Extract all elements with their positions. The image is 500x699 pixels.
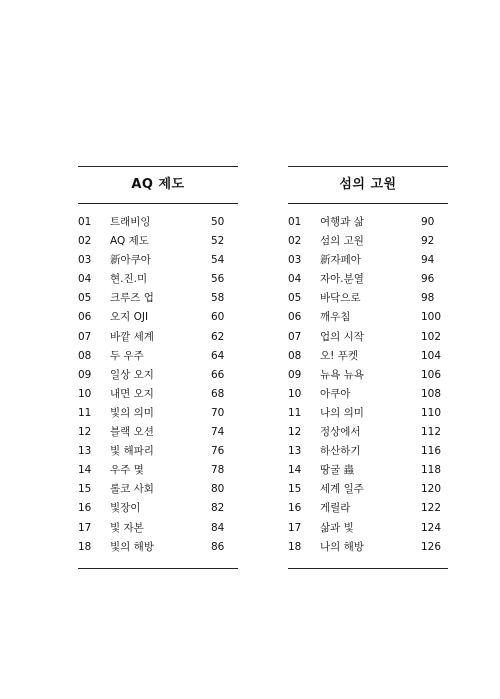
section-title: 섬의 고원 [339,177,397,192]
toc-entry [288,232,448,251]
toc-entry [78,366,238,385]
entry-title: 나의 해방 [320,540,364,553]
entry-title: 삶과 빛 [320,521,354,534]
entry-page-number: 94 [421,254,435,267]
entry-page-number: 60 [211,311,225,324]
toc-entry [288,385,448,404]
entry-page-number: 90 [421,216,435,228]
entry-number: 15 [288,483,302,496]
entry-number: 08 [288,349,302,362]
entry-page-number: 78 [211,464,225,477]
entry-title: 바깥 세계 [110,330,154,343]
entry-page-number: 96 [421,273,435,286]
entry-number: 07 [288,330,302,343]
entry-page-number: 68 [211,387,225,400]
entry-number: 18 [78,540,92,553]
toc-section-right [288,166,448,569]
entry-number: 12 [288,426,302,439]
entry-page-number: 76 [211,445,225,458]
entry-title: 정상에서 [320,426,361,439]
toc-entry [288,347,448,366]
toc-entry [78,308,238,327]
toc-entry [288,538,448,557]
entry-number: 16 [78,502,92,515]
entry-title: 자아.분열 [320,273,364,286]
entry-page-number: 118 [421,464,442,477]
toc-entry [78,232,238,251]
entry-title: 오! 푸켓 [320,349,358,362]
entry-title: 깨우침 [320,311,351,324]
toc-entry [288,289,448,308]
entry-number: 06 [78,311,92,324]
entry-title: AQ 제도 [110,235,149,248]
entry-title: 빛의 해방 [110,540,154,553]
toc-entry [78,289,238,308]
entry-number: 04 [288,273,302,286]
entry-number: 11 [78,406,92,419]
entry-title: 업의 시작 [320,330,364,343]
entry-page-number: 110 [421,406,442,419]
entry-number: 08 [78,349,92,362]
entry-title: 빛장이 [110,502,141,515]
toc-entry-list [78,204,238,557]
entry-page-number: 62 [211,330,225,343]
entry-number: 17 [78,521,92,534]
toc-entry [78,423,238,442]
entry-page-number: 70 [211,406,225,419]
divider-bottom [78,568,238,569]
toc-section-left [78,166,238,569]
toc-entry [288,519,448,538]
entry-title: 트래비잉 [110,216,151,228]
entry-page-number: 64 [211,349,225,362]
entry-title: 바닥으로 [320,292,361,305]
toc-entry [288,366,448,385]
entry-title: 오지 OJI [110,311,149,324]
entry-number: 02 [78,235,92,248]
entry-page-number: 82 [211,502,225,515]
toc-entry [78,538,238,557]
entry-number: 15 [78,483,92,496]
entry-page-number: 112 [421,426,442,439]
entry-page-number: 84 [211,521,225,534]
entry-number: 16 [288,502,302,515]
entry-page-number: 106 [421,368,442,381]
entry-page-number: 126 [421,540,442,553]
toc-entry [78,347,238,366]
entry-number: 18 [288,540,302,553]
entry-number: 02 [288,235,302,248]
toc-entry [78,251,238,270]
entry-title: 나의 의미 [320,406,364,419]
entry-page-number: 56 [211,273,225,286]
toc-entry-list [288,204,448,557]
entry-title: 롤코 사회 [110,483,154,496]
toc-entry [288,480,448,499]
divider-bottom [288,568,448,569]
entry-number: 03 [288,254,302,267]
entry-number: 04 [78,273,92,286]
entry-page-number: 58 [211,292,225,305]
entry-number: 01 [78,216,92,228]
entry-title: 여행과 삶 [320,216,364,228]
entry-number: 09 [78,368,92,381]
entry-number: 03 [78,254,92,267]
entry-page-number: 116 [421,445,442,458]
entry-title: 땅굴 蟲 [320,464,355,477]
entry-page-number: 66 [211,368,225,381]
entry-number: 09 [288,368,302,381]
entry-page-number: 52 [211,235,225,248]
entry-number: 10 [78,387,92,400]
entry-title: 섬의 고원 [320,235,364,248]
entry-page-number: 124 [421,521,442,534]
entry-page-number: 54 [211,254,225,267]
entry-page-number: 50 [211,216,225,228]
toc-entry [288,499,448,518]
entry-number: 17 [288,521,302,534]
entry-number: 14 [78,464,92,477]
entry-number: 01 [288,216,302,228]
toc-entry [288,328,448,347]
entry-title: 新자페아 [320,254,361,267]
entry-title: 두 우주 [110,349,144,362]
entry-page-number: 74 [211,426,225,439]
entry-number: 13 [78,445,92,458]
entry-title: 현.진.미 [110,273,148,286]
toc-entry [288,442,448,461]
entry-page-number: 80 [211,483,225,496]
toc-entry [78,385,238,404]
toc-entry [288,270,448,289]
entry-page-number: 104 [421,349,442,362]
toc-entry [78,519,238,538]
entry-title: 빛 해파리 [110,445,154,458]
entry-number: 06 [288,311,302,324]
entry-title: 新아쿠아 [110,254,151,267]
toc-entry [288,213,448,232]
entry-number: 11 [288,406,302,419]
toc-entry [288,423,448,442]
entry-title: 세계 일주 [320,483,364,496]
toc-entry [78,213,238,232]
entry-title: 블랙 오션 [110,426,154,439]
entry-page-number: 122 [421,502,442,515]
entry-page-number: 92 [421,235,435,248]
toc-entry [288,308,448,327]
entry-number: 05 [288,292,302,305]
entry-number: 10 [288,387,302,400]
entry-page-number: 100 [421,311,442,324]
entry-number: 12 [78,426,92,439]
entry-title: 빛 자본 [110,521,144,534]
toc-entry [78,270,238,289]
entry-title: 빛의 의미 [110,406,154,419]
entry-title: 하산하기 [320,445,361,458]
toc-entry [78,461,238,480]
entry-title: 아쿠아 [320,387,351,400]
section-title: AQ 제도 [131,177,185,192]
toc-entry [78,442,238,461]
toc-entry [288,404,448,423]
entry-title: 뉴욕 뉴욕 [320,368,364,381]
toc-entry [78,328,238,347]
entry-number: 07 [78,330,92,343]
toc-entry [288,251,448,270]
entry-title: 일상 오지 [110,368,154,381]
toc-entry [78,480,238,499]
entry-page-number: 98 [421,292,435,305]
entry-page-number: 86 [211,540,225,553]
entry-page-number: 108 [421,387,442,400]
entry-page-number: 120 [421,483,442,496]
toc-entry [78,499,238,518]
entry-number: 13 [288,445,302,458]
toc-entry [288,461,448,480]
entry-number: 05 [78,292,92,305]
toc-entry [78,404,238,423]
entry-title: 내면 오지 [110,387,154,400]
entry-title: 크루즈 업 [110,292,154,305]
entry-page-number: 102 [421,330,442,343]
entry-number: 14 [288,464,302,477]
entry-title: 게릴라 [320,502,351,515]
entry-title: 우주 몇 [110,464,144,477]
